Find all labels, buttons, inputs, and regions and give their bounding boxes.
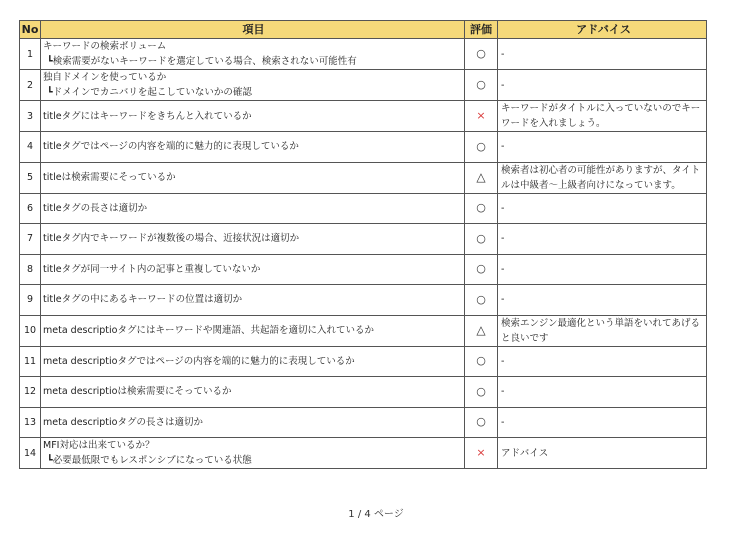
row-advice: キーワードがタイトルに入っていないのでキーワードを入れましょう。	[498, 101, 707, 132]
row-eval	[465, 254, 498, 285]
row-eval	[465, 162, 498, 193]
row-eval	[465, 193, 498, 224]
circle-mark: ○	[476, 415, 486, 429]
triangle-mark: △	[476, 322, 486, 337]
table-row	[20, 70, 707, 101]
row-eval	[465, 407, 498, 438]
row-advice: -	[498, 407, 707, 438]
row-eval	[465, 438, 498, 469]
circle-mark: ○	[476, 139, 486, 153]
row-item	[41, 162, 465, 193]
page-indicator: 1 / 4 ページ	[348, 509, 404, 520]
row-item	[41, 407, 465, 438]
row-advice: -	[498, 132, 707, 163]
row-number: 4	[20, 132, 41, 163]
circle-mark: ○	[476, 292, 486, 306]
row-number: 1	[20, 39, 41, 70]
table-row	[20, 315, 707, 346]
row-advice: -	[498, 346, 707, 377]
row-advice: -	[498, 377, 707, 408]
row-item	[41, 193, 465, 224]
table-row	[20, 438, 707, 469]
circle-mark: ○	[476, 262, 486, 276]
header-item: 項目	[41, 21, 465, 39]
item-text: キーワードの検索ボリューム	[43, 41, 167, 52]
row-eval	[465, 70, 498, 101]
circle-mark: ○	[476, 231, 486, 245]
row-item	[41, 70, 465, 101]
item-text: MFI対応は出来ているか？	[43, 440, 155, 451]
header-no: No	[20, 21, 41, 39]
cross-mark: ×	[476, 446, 486, 459]
row-number: 9	[20, 285, 41, 316]
row-number: 11	[20, 346, 41, 377]
item-text: titleタグが同一サイト内の記事と重複していないか	[43, 263, 261, 275]
row-advice: -	[498, 70, 707, 101]
item-text: meta descriptioタグではページの内容を端的に魅力的に表現しているか	[43, 355, 355, 367]
row-number: 12	[20, 377, 41, 408]
row-advice: -	[498, 254, 707, 285]
row-number: 6	[20, 193, 41, 224]
row-number: 13	[20, 407, 41, 438]
row-item	[41, 132, 465, 163]
circle-mark: ○	[476, 78, 486, 91]
row-number: 10	[20, 315, 41, 346]
item-text: titleタグにはキーワードをきちんと入れているか	[43, 110, 252, 122]
row-advice: -	[498, 39, 707, 70]
item-subtext: ┗検索需要がないキーワードを選定している場合、検索されない可能性有	[47, 56, 357, 67]
row-advice: -	[498, 285, 707, 316]
row-eval	[465, 132, 498, 163]
table-row	[20, 39, 707, 70]
circle-mark: ○	[476, 384, 486, 398]
checklist-table	[19, 20, 707, 469]
circle-mark: ○	[476, 354, 486, 368]
table-row	[20, 132, 707, 163]
row-item	[41, 254, 465, 285]
row-item	[41, 285, 465, 316]
item-text: 独自ドメインを使っているか	[43, 72, 167, 83]
row-eval	[465, 377, 498, 408]
row-advice: 検索エンジン最適化という単語をいれてあげると良いです	[498, 315, 707, 346]
row-item	[41, 315, 465, 346]
row-item	[41, 377, 465, 408]
item-text: titleタグの中にあるキーワードの位置は適切か	[43, 294, 243, 306]
item-text: titleタグではページの内容を端的に魅力的に表現しているか	[43, 141, 299, 153]
item-subtext: ┗ドメインでカニバリを起こしていないかの確認	[47, 87, 252, 98]
row-number: 3	[20, 101, 41, 132]
table-row	[20, 101, 707, 132]
item-text: meta descriptioタグの長さは適切か	[43, 416, 203, 428]
row-eval	[465, 39, 498, 70]
item-text: titleタグの長さは適切か	[43, 202, 148, 214]
table-row	[20, 254, 707, 285]
header-advice: アドバイス	[498, 21, 707, 39]
row-eval	[465, 315, 498, 346]
row-advice: -	[498, 193, 707, 224]
row-eval	[465, 224, 498, 255]
table-row	[20, 193, 707, 224]
row-item	[41, 346, 465, 377]
table-row	[20, 407, 707, 438]
item-text: titleは検索需要にそっているか	[43, 172, 176, 183]
row-eval	[465, 346, 498, 377]
row-advice: 検索者は初心者の可能性がありますが、タイトルは中級者～上級者向けになっています。	[498, 162, 707, 193]
circle-mark: ○	[476, 47, 486, 60]
row-number: 14	[20, 438, 41, 469]
item-text: meta descriptioタグにはキーワードや関連語、共起語を適切に入れているか	[43, 325, 374, 336]
table-row	[20, 346, 707, 377]
triangle-mark: △	[476, 169, 486, 184]
row-number: 5	[20, 162, 41, 193]
row-number: 2	[20, 70, 41, 101]
table-row	[20, 285, 707, 316]
circle-mark: ○	[476, 201, 486, 215]
table-row	[20, 224, 707, 255]
cross-mark: ×	[476, 109, 486, 122]
row-eval	[465, 101, 498, 132]
row-item	[41, 39, 465, 70]
item-text: titleタグ内でキーワードが複数後の場合、近接状況は適切か	[43, 233, 300, 245]
header-eval: 評価	[465, 21, 498, 39]
table-row	[20, 162, 707, 193]
header-row	[20, 21, 707, 39]
row-number: 8	[20, 254, 41, 285]
item-text: meta descriptioは検索需要にそっているか	[43, 386, 232, 398]
row-number: 7	[20, 224, 41, 255]
row-eval	[465, 285, 498, 316]
row-item	[41, 224, 465, 255]
row-item	[41, 101, 465, 132]
row-item	[41, 438, 465, 469]
item-subtext: ┗必要最低限でもレスポンシブになっている状態	[47, 455, 252, 466]
row-advice: -	[498, 224, 707, 255]
table-row	[20, 377, 707, 408]
row-advice: アドバイス	[498, 438, 707, 469]
